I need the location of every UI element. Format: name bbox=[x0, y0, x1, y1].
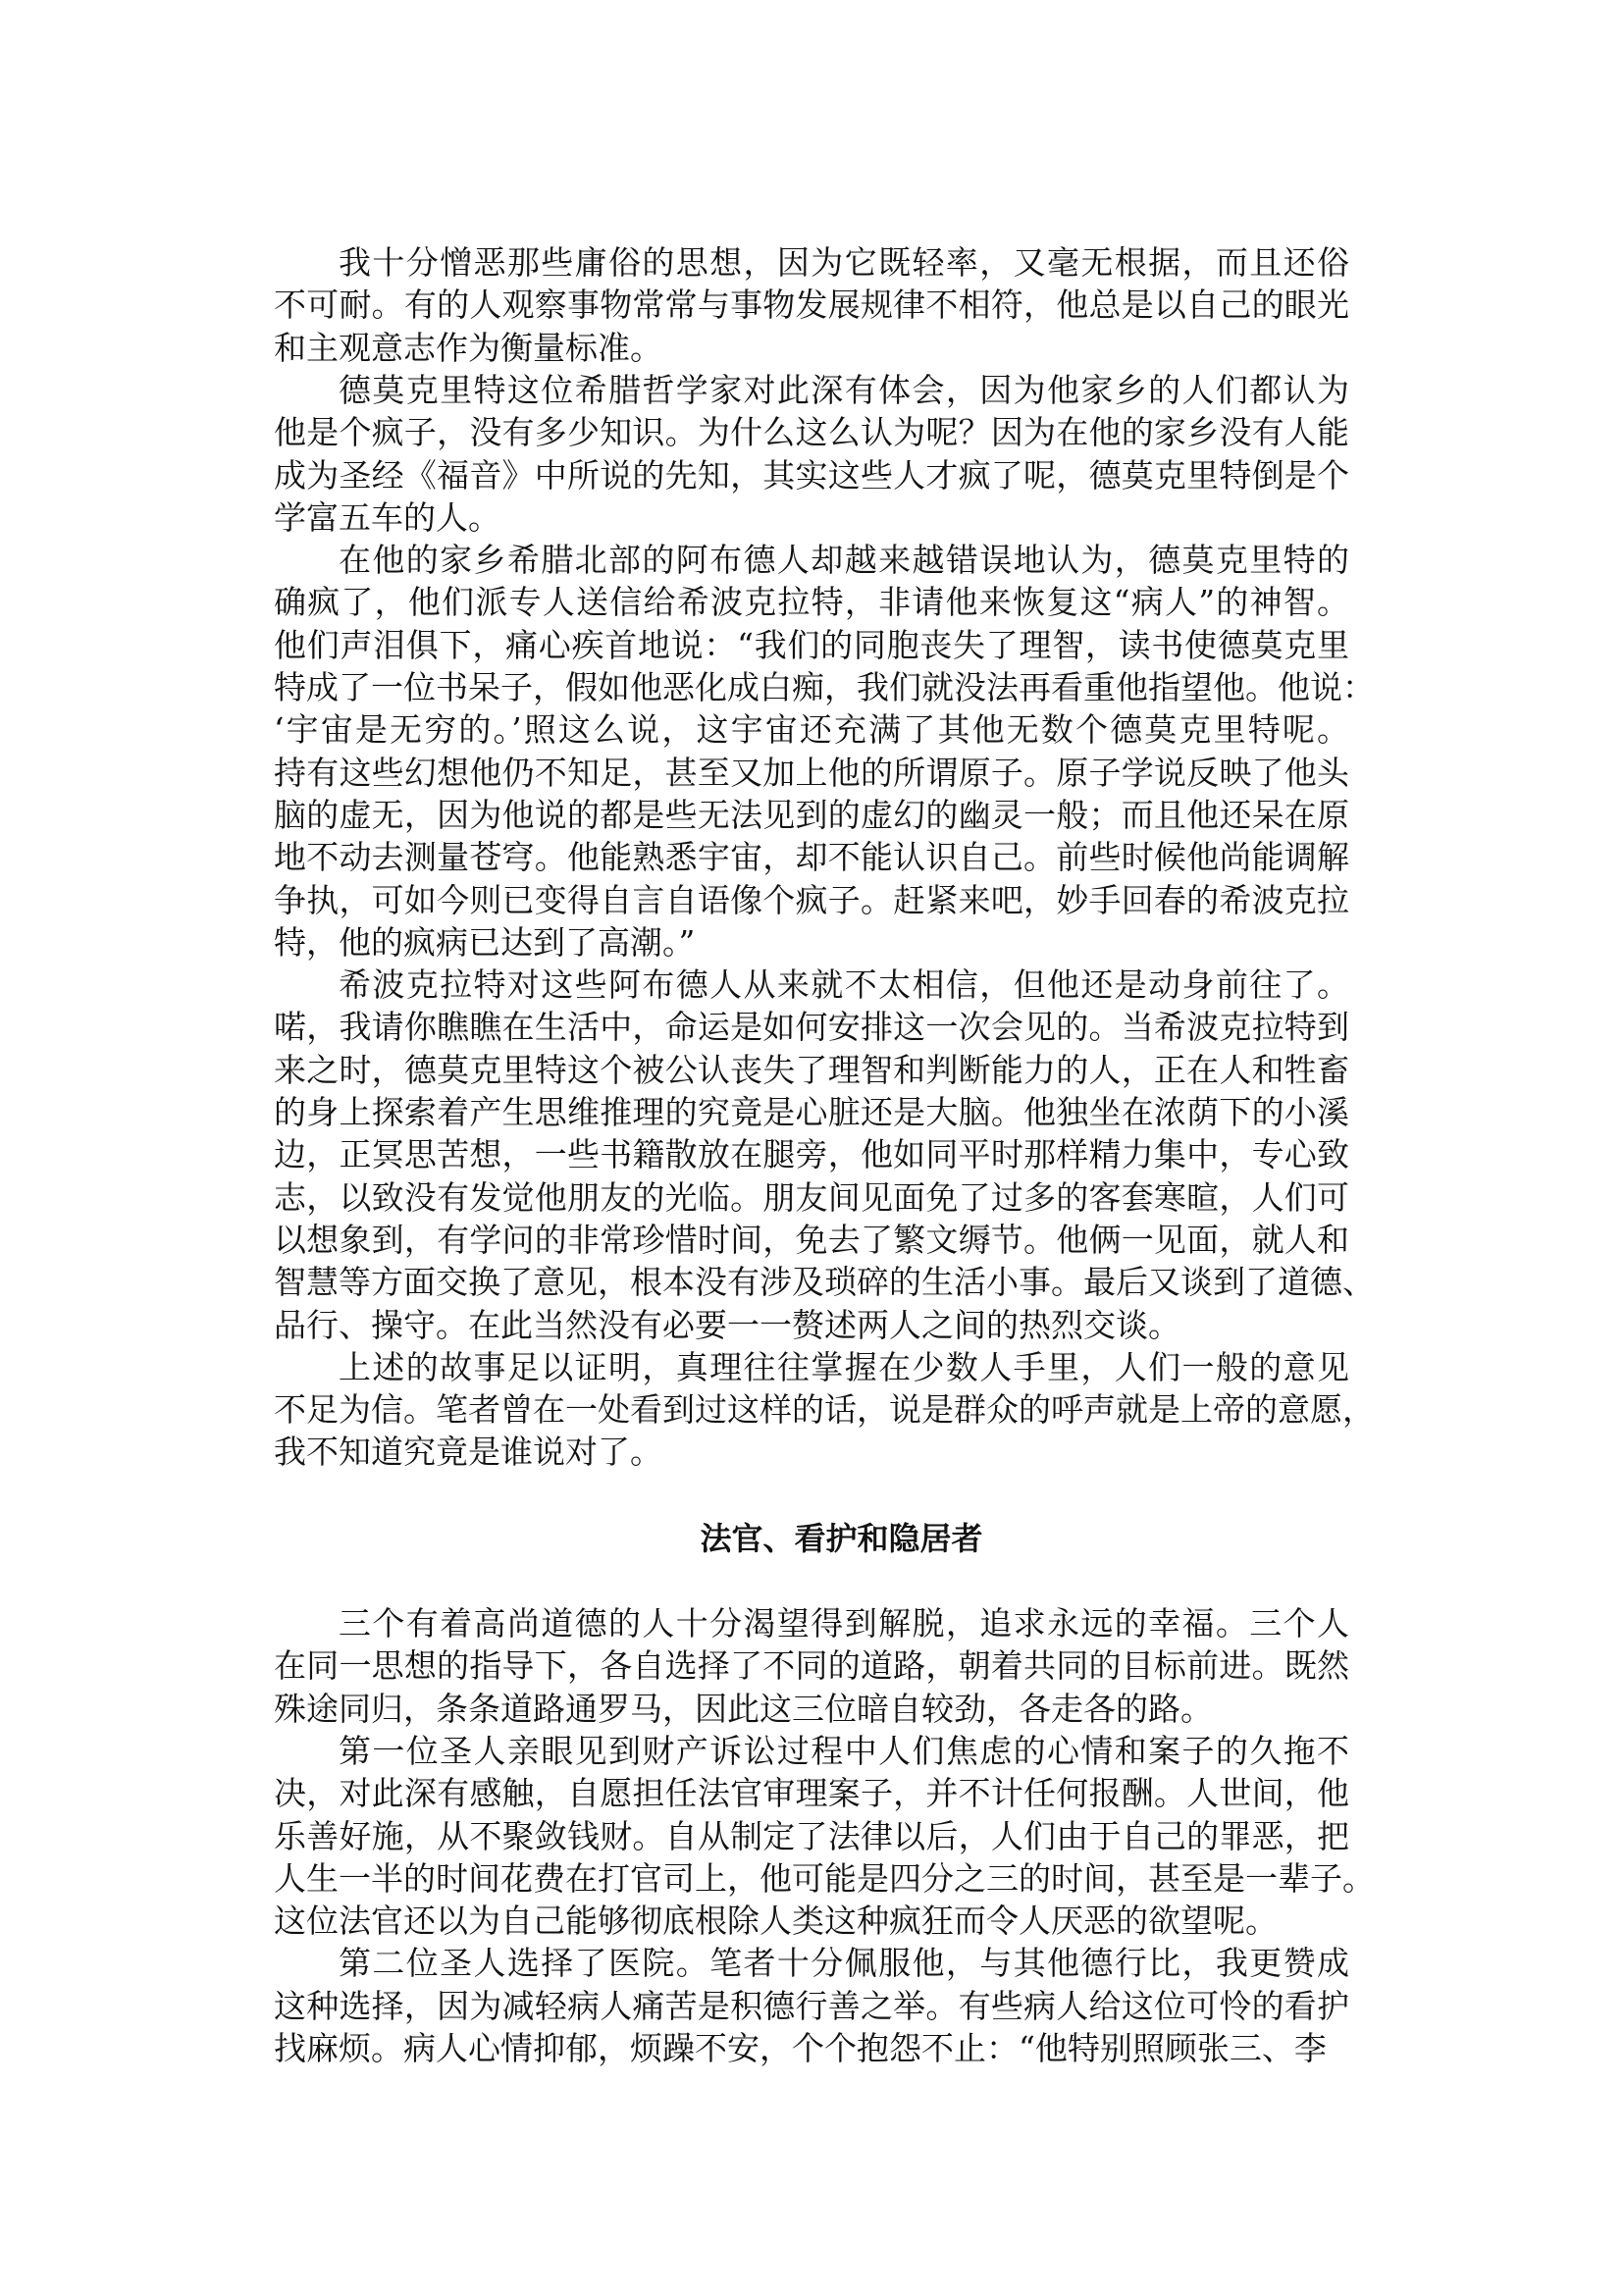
text-line: 确疯了，他们派专人送信给希波克拉特，非请他来恢复这“病人”的神智。 bbox=[274, 583, 1349, 622]
text-line: 决，对此深有感触，自愿担任法官审理案子，并不计任何报酬。人世间，他 bbox=[274, 1774, 1349, 1813]
text-line: 和主观意志作为衡量标准。 bbox=[274, 328, 662, 367]
text-line: 边，正冥思苦想，一些书籍散放在腿旁，他如同平时那样精力集中，专心致 bbox=[274, 1135, 1349, 1174]
text-line: 学富五车的人。 bbox=[274, 497, 500, 537]
text-line: 人生一半的时间花费在打官司上，他可能是四分之三的时间，甚至是一辈子。 bbox=[274, 1858, 1375, 1898]
text-line: 殊途同归，条条道路通罗马，因此这三位暗自较劲，各走各的路。 bbox=[274, 1689, 1213, 1728]
section-heading: 法官、看护和隐居者 bbox=[700, 1520, 983, 1557]
text-line: 志，以致没有发觉他朋友的光临。朋友间见面免了过多的客套寒暄，人们可 bbox=[274, 1177, 1349, 1217]
text-line: 在同一思想的指导下，各自选择了不同的道路，朝着共同的目标前进。既然 bbox=[274, 1646, 1349, 1686]
text-line: 脑的虚无，因为他说的都是些无法见到的虚幻的幽灵一般；而且他还呆在原 bbox=[274, 795, 1349, 834]
text-line: 我十分憎恶那些庸俗的思想，因为它既轻率，又毫无根据，而且还俗 bbox=[339, 243, 1349, 282]
text-line: 这种选择，因为减轻病人痛苦是积德行善之举。有些病人给这位可怜的看护 bbox=[274, 1986, 1349, 2025]
text-line: 上述的故事足以证明，真理往往掌握在少数人手里，人们一般的意见 bbox=[339, 1347, 1349, 1386]
text-line: 成为圣经《福音》中所说的先知，其实这些人才疯了呢，德莫克里特倒是个 bbox=[274, 455, 1349, 495]
text-line: 特成了一位书呆子，假如他恶化成白痴，我们就没法再看重他指望他。他说： bbox=[274, 668, 1375, 706]
text-line: 第二位圣人选择了医院。笔者十分佩服他，与其他德行比，我更赞成 bbox=[339, 1944, 1349, 1983]
text-line: 这位法官还以为自己能够彻底根除人类这种疯狂而令人厌恶的欲望呢。 bbox=[274, 1902, 1278, 1941]
text-line: 来之时，德莫克里特这个被公认丧失了理智和判断能力的人，正在人和牲畜 bbox=[274, 1050, 1349, 1089]
text-line: 以想象到，有学问的非常珍惜时间，免去了繁文缛节。他俩一见面，就人和 bbox=[274, 1220, 1349, 1259]
text-line: 持有这些幻想他仍不知足，甚至又加上他的所谓原子。原子学说反映了他头 bbox=[274, 753, 1349, 792]
text-line: 三个有着高尚道德的人十分渴望得到解脱，追求永远的幸福。三个人 bbox=[339, 1604, 1349, 1642]
text-line: 不可耐。有的人观察事物常常与事物发展规律不相符，他总是以自己的眼光 bbox=[274, 286, 1349, 325]
text-line: 地不动去测量苍穹。他能熟悉宇宙，却不能认识自己。前些时候他尚能调解 bbox=[274, 838, 1349, 877]
text-line: 他是个疯子，没有多少知识。为什么这么认为呢？因为在他的家乡没有人能 bbox=[274, 413, 1349, 452]
text-line: 在他的家乡希腊北部的阿布德人却越来越错误地认为，德莫克里特的 bbox=[339, 541, 1349, 580]
text-line: 我不知道究竟是谁说对了。 bbox=[274, 1433, 662, 1472]
text-line: 智慧等方面交换了意见，根本没有涉及琐碎的生活小事。最后又谈到了道德、 bbox=[274, 1263, 1375, 1302]
text-line: 他们声泪俱下，痛心疾首地说：“我们的同胞丧失了理智，读书使德莫克里 bbox=[274, 625, 1349, 664]
text-line: 争执，可如今则已变得自言自语像个疯子。赶紧来吧，妙手回春的希波克拉 bbox=[274, 880, 1349, 919]
text-line: 希波克拉特对这些阿布德人从来就不太相信，但他还是动身前往了。 bbox=[339, 965, 1349, 1005]
text-line: 品行、操守。在此当然没有必要一一赘述两人之间的热烈交谈。 bbox=[274, 1305, 1180, 1344]
text-line: 特，他的疯病已达到了高潮。” bbox=[274, 922, 696, 962]
text-line: 找麻烦。病人心情抑郁，烦躁不安，个个抱怨不止：“他特别照顾张三、李 bbox=[274, 2029, 1327, 2067]
text-line: 的身上探索着产生思维推理的究竟是心脏还是大脑。他独坐在浓荫下的小溪 bbox=[274, 1093, 1349, 1131]
text-line: 第一位圣人亲眼见到财产诉讼过程中人们焦虑的心情和案子的久拖不 bbox=[339, 1731, 1349, 1770]
text-line: 德莫克里特这位希腊哲学家对此深有体会，因为他家乡的人们都认为 bbox=[339, 370, 1349, 409]
text-line: 喏，我请你瞧瞧在生活中，命运是如何安排这一次会见的。当希波克拉特到 bbox=[274, 1008, 1349, 1047]
text-line: 不足为信。笔者曾在一处看到过这样的话，说是群众的呼声就是上帝的意愿， bbox=[274, 1390, 1375, 1430]
text-line: ‘宇宙是无穷的。’照这么说，这宇宙还充满了其他无数个德莫克里特呢。 bbox=[274, 710, 1349, 750]
text-line: 乐善好施，从不聚敛钱财。自从制定了法律以后，人们由于自己的罪恶，把 bbox=[274, 1816, 1349, 1855]
